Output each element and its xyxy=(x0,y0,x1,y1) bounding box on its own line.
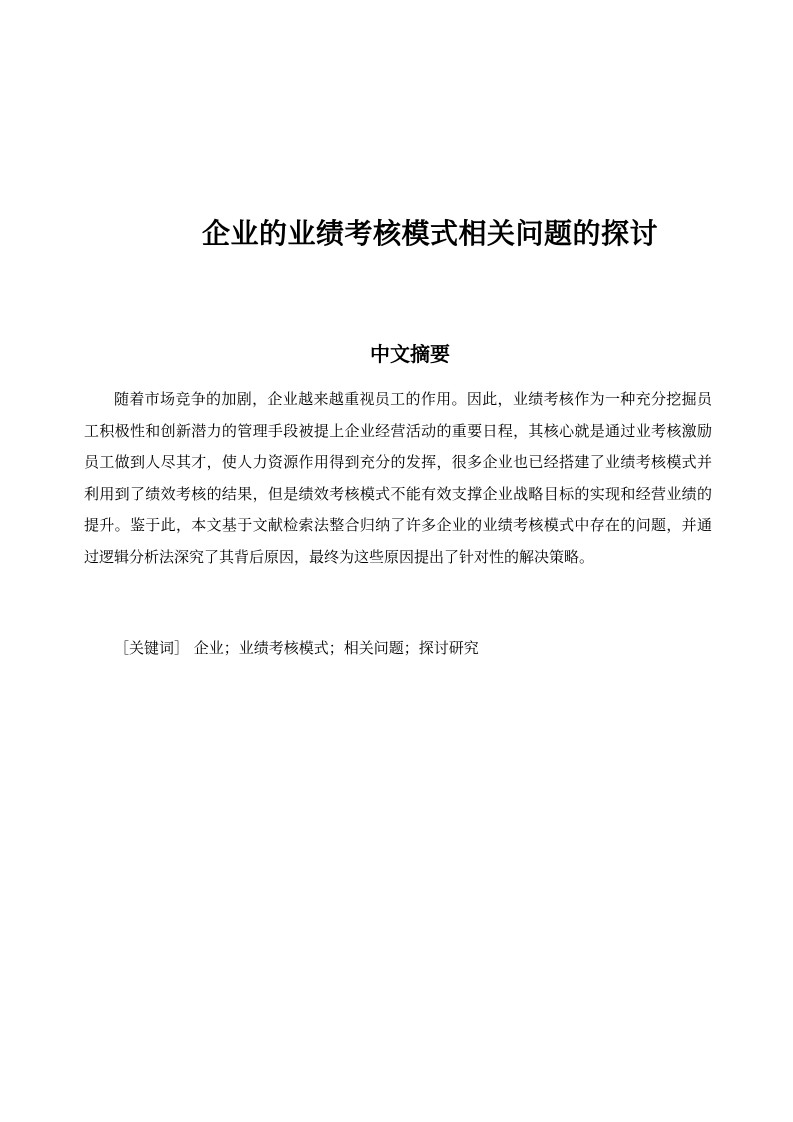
document-title: 企业的业绩考核模式相关问题的探讨 xyxy=(201,217,658,250)
keywords-line xyxy=(114,633,714,663)
keywords-list: 企业；业绩考核模式；相关问题；探讨研究 xyxy=(193,639,479,657)
abstract-body: 随着市场竞争的加剧，企业越来越重视员工的作用。因此，业绩考核作为一种充分挖掘员工积极性和创新潜力的管理手段被提上企业经营活动的重要日程，其核心就是通过业考核激励员工做到人尽其才，使人力资源作用得到充分的发挥，很多企业也已经搭建了业绩考核模式并利用到了绩效考核的结果，但是绩效考核模式不能有效支撑企业战略目标的实现和经营业绩的提升。鉴于此，本文基于文献检索法整合归纳了许多企业的业绩考核模式中存在的问题，并通过逻辑分析法深究了其背后原因，最终为这些原因提出了针对性的解决策略。 xyxy=(84,390,712,566)
abstract-heading: 中文摘要 xyxy=(370,342,450,366)
keywords-label: ［关键词］ xyxy=(114,639,190,657)
